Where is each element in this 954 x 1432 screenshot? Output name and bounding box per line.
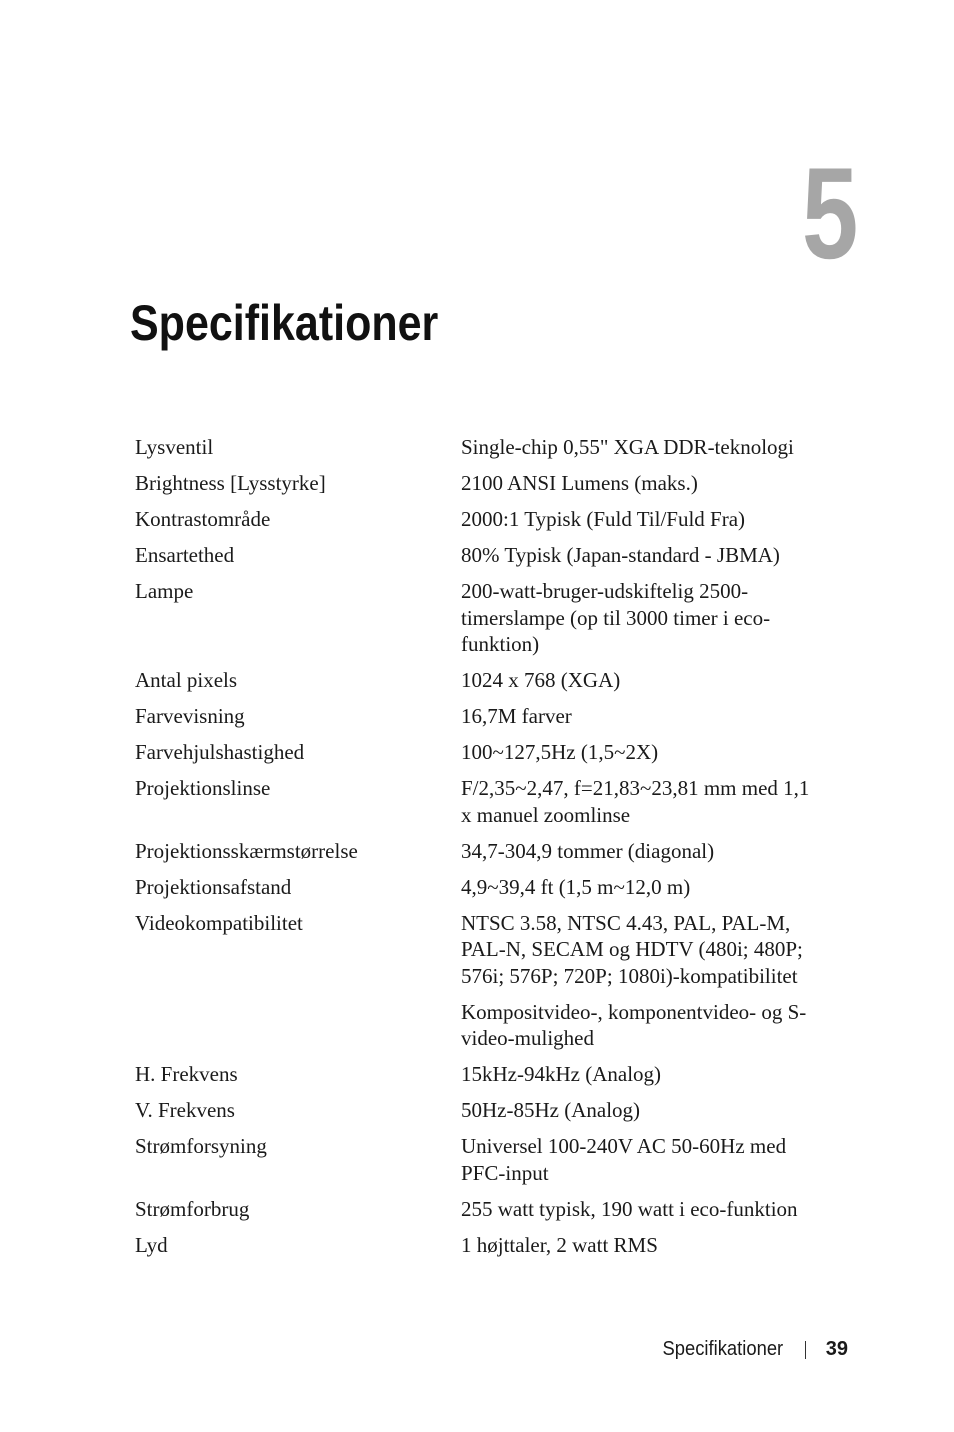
page-number: 39 [825,1338,848,1360]
spec-label: Farvevisning [135,704,245,728]
spec-row [135,838,835,865]
spec-label: Brightness [Lysstyrke] [135,471,326,495]
spec-label: Projektionsafstand [135,874,292,899]
spec-value [461,1232,821,1259]
spec-label: H. Frekvens [135,1062,238,1086]
spec-value [461,874,821,901]
spec-row [135,874,835,901]
spec-label: Lyd [135,1232,168,1257]
spec-value-text: 2000:1 Typisk (Fuld Til/Fuld Fra) [461,507,746,531]
spec-value-text: 4,9~39,4 ft (1,5 m~12,0 m) [461,874,691,899]
spec-row [135,470,835,497]
spec-value-text: 34,7-304,9 tommer (diagonal) [461,838,715,863]
spec-label: Projektionsskærmstørrelse [135,838,358,863]
spec-value-text: Kompositvideo-, komponentvideo- og S-video-mulighed [461,999,807,1050]
spec-value [461,1061,821,1088]
spec-row [135,578,835,658]
spec-value-text: Universel 100-240V AC 50-60Hz med PFC-input [461,1134,787,1185]
spec-label: Farvehjulshastighed [135,740,305,764]
spec-row [135,910,835,1052]
spec-row [135,775,835,828]
spec-value [461,910,821,1052]
spec-value-text: 80% Typisk (Japan-standard - JBMA) [461,543,780,567]
spec-value [461,739,821,766]
spec-value [461,434,821,461]
spec-value-text: Single-chip 0,55" XGA DDR-teknologi [461,435,794,459]
spec-label: Strømforsyning [135,1134,267,1158]
spec-row [135,703,835,730]
spec-value [461,703,821,730]
spec-value-text: 100~127,5Hz (1,5~2X) [461,740,659,764]
spec-value-text: 16,7M farver [461,704,572,728]
spec-label: Antal pixels [135,668,238,692]
spec-value [461,578,821,658]
spec-label: Ensartethed [135,543,235,567]
spec-value-text: 50Hz-85Hz (Analog) [461,1098,641,1122]
spec-value-text: 15kHz-94kHz (Analog) [461,1062,662,1086]
spec-value [461,667,821,694]
spec-value-text: 2100 ANSI Lumens (maks.) [461,471,698,495]
spec-label: Projektionslinse [135,776,271,800]
spec-value [461,838,821,865]
spec-value-text: 200-watt-bruger-udskiftelig 2500-timerslampe (op til 3000 timer i eco-funktion) [461,579,771,656]
spec-label: V. Frekvens [135,1098,235,1122]
page-footer [652,1338,848,1361]
spec-table [135,434,835,1268]
spec-row [135,1133,835,1186]
spec-row [135,434,835,461]
footer-section-title: Specifikationer [662,1338,783,1360]
footer-divider [805,1341,806,1359]
spec-row [135,1097,835,1124]
spec-value [461,542,821,569]
spec-value [461,506,821,533]
spec-value [461,1097,821,1124]
spec-value-text: 255 watt typisk, 190 watt i eco-funktion [461,1196,798,1221]
spec-row [135,1061,835,1088]
spec-row [135,506,835,533]
spec-label: Kontrastområde [135,507,271,531]
spec-value-text: 1 højttaler, 2 watt RMS [461,1232,658,1257]
spec-row [135,667,835,694]
spec-row [135,1196,835,1223]
spec-row [135,542,835,569]
spec-value [461,470,821,497]
spec-row [135,1232,835,1259]
spec-row [135,739,835,766]
spec-value-text: NTSC 3.58, NTSC 4.43, PAL, PAL-M, PAL-N, SECAM og HDTV (480i; 480P; 576i; 576P; 720P; 1080i)-kompatibilitet [461,910,803,988]
spec-value [461,775,821,828]
chapter-title: Specifikationer [130,295,439,351]
spec-label: Videokompatibilitet [135,910,303,935]
spec-label: Lysventil [135,435,214,459]
spec-label: Lampe [135,579,194,603]
spec-value-text: 1024 x 768 (XGA) [461,668,621,692]
spec-value [461,1196,821,1223]
chapter-number: 5 [801,140,858,286]
spec-value-text: F/2,35~2,47, f=21,83~23,81 mm med 1,1 x manuel zoomlinse [461,776,810,827]
spec-value [461,1133,821,1186]
spec-label: Strømforbrug [135,1196,250,1221]
